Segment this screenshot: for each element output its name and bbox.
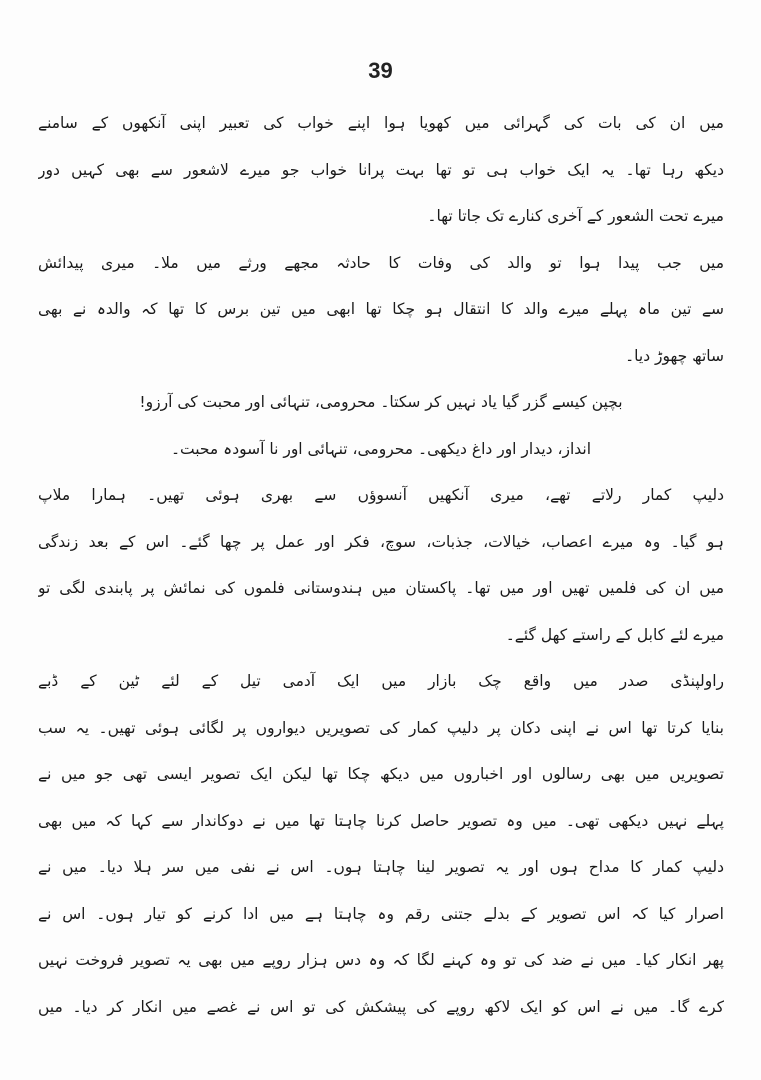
text-line: میرے تحت الشعور کے آخری کنارے تک جاتا تھا۔ xyxy=(427,207,724,225)
page-body-text xyxy=(38,100,724,1030)
text-line: میں جب پیدا ہوا تو والد کی وفات کا حادثہ مجھے ورثے میں ملا۔ میری پیدائش xyxy=(38,253,724,272)
text-line: راولپنڈی صدر میں واقع چک بازار میں ایک آدمی تیل کے لئے ٹین کے ڈبے xyxy=(38,672,724,690)
text-line: تصویریں میں بھی رسالوں اور اخباروں میں دیکھ چکا تھا لیکن ایک تصویر ایسی تھی جو میں نے xyxy=(38,765,724,783)
text-line: انداز، دیدار اور داغ دیکھی۔ محرومی، تنہائی اور نا آسودہ محبت۔ xyxy=(170,439,592,458)
page-number: 39 xyxy=(368,58,393,83)
text-line: میرے لئے کابل کے راستے کھل گئے۔ xyxy=(505,625,724,644)
text-line: میں ان کی فلمیں تھیں اور میں تھا۔ پاکستان میں ہندوستانی فلموں کی نمائش پر پابندی لگی تو xyxy=(38,579,724,597)
text-line: دیکھ رہا تھا۔ یہ ایک خواب ہی تو تھا بہت پرانا خواب جو میرے لاشعور سے بھی کہیں دور xyxy=(38,160,724,179)
text-line: اصرار کیا کہ اس تصویر کے بدلے جتنی رقم وہ چاہتا ہے میں ادا کرنے کو تیار ہوں۔ اس نے xyxy=(38,904,724,923)
text-line: ہو گیا۔ وہ میرے اعصاب، خیالات، جذبات، سوچ، فکر اور عمل پر چھا گئے۔ اس کے بعد زندگی xyxy=(38,532,724,551)
text-line: بنایا کرتا تھا اس نے اپنی دکان پر دلیپ کمار کی تصویریں دیواروں پر لگائی ہوئی تھیں۔ یہ سب xyxy=(38,718,724,737)
text-line: دلیپ کمار رلاتے تھے، میری آنکھیں آنسوؤں سے بھری ہوئی تھیں۔ ہمارا ملاپ xyxy=(38,486,724,504)
text-line: پہلے نہیں دیکھی تھی۔ میں وہ تصویر حاصل کرنا چاہتا تھا میں نے دوکاندار سے کہا کہ میں بھی xyxy=(38,811,724,830)
text-line: سے تین ماہ پہلے میرے والد کا انتقال ہو چکا تھا ابھی میں تین برس کا تھا کہ والدہ نے بھی xyxy=(38,300,724,318)
text-line: پھر انکار کیا۔ میں نے ضد کی تو وہ کہنے لگا کہ وہ دس ہزار روپے میں بھی یہ تصویر فروخت نہیں xyxy=(38,951,724,969)
text-line: میں ان کی بات کی گہرائی میں کھویا ہوا اپنے خواب کی تعبیر اپنی آنکھوں کے سامنے xyxy=(38,114,724,132)
text-line: بچپن کیسے گزر گیا یاد نہیں کر سکتا۔ محرومی، تنہائی اور محبت کی آرزو! xyxy=(139,393,623,411)
text-line: کرے گا۔ میں نے اس کو ایک لاکھ روپے کی پیشکش کی تو اس نے غصے میں انکار کر دیا۔ میں xyxy=(38,997,724,1016)
text-line: دلیپ کمار کا مداح ہوں اور یہ تصویر لینا چاہتا ہوں۔ اس نے نفی میں سر ہلا دیا۔ میں نے xyxy=(38,858,724,876)
text-line: ساتھ چھوڑ دیا۔ xyxy=(625,346,724,365)
